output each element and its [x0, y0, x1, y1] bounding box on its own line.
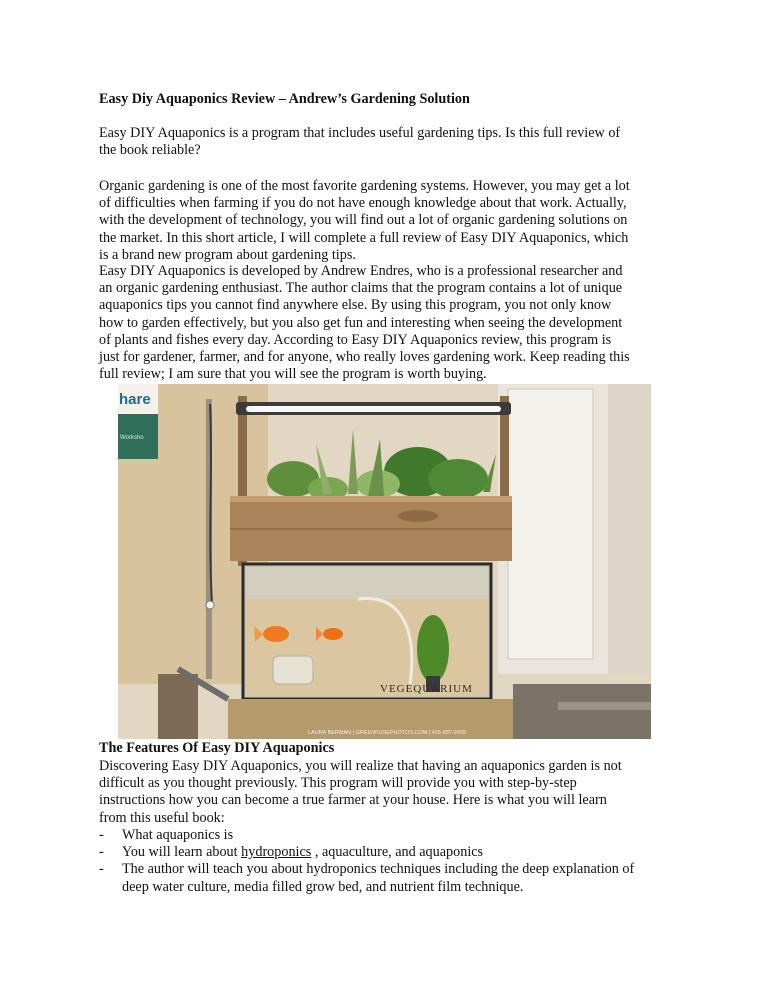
- list-item-text: The author will teach you about hydroponics techniques including the deep explanation of: [122, 861, 635, 878]
- text-line: just for gardener, farmer, and for anyone, who really loves gardening work. Keep reading this: [99, 349, 630, 366]
- text-line: from this useful book:: [99, 809, 225, 826]
- sign-text: hare: [119, 391, 151, 408]
- text-line: the market. In this short article, I will complete a full review of Easy DIY Aquaponics, which: [99, 229, 629, 246]
- text-line: is a brand new program about gardening tips.: [99, 246, 356, 263]
- bullet-marker: -: [99, 844, 104, 861]
- bullet-marker: -: [99, 861, 104, 878]
- text-line: Organic gardening is one of the most favorite gardening systems. However, you may get a lot: [99, 178, 630, 194]
- aquaponics-photo: [118, 384, 651, 739]
- text-line: difficult as you thought previously. This program will provide you with step-by-step: [99, 775, 577, 792]
- list-item-text: deep water culture, media filled grow bed, and nutrient film technique.: [122, 878, 524, 895]
- text-line: with the development of technology, you will find out a lot of organic gardening solutions on: [99, 212, 628, 229]
- hydroponics-link[interactable]: hydroponics: [241, 844, 312, 861]
- photo-watermark: VEGEQUARIUM: [380, 683, 473, 695]
- text-line: instructions how you can become a true farmer at your house. Here is what you will learn: [99, 792, 607, 809]
- organic-gardening-paragraph: [99, 178, 674, 264]
- list-item: [99, 861, 699, 895]
- list-item: [99, 827, 699, 844]
- page-title: Easy Diy Aquaponics Review – Andrew’s Gardening Solution: [99, 91, 470, 107]
- text-line: an organic gardening enthusiast. The author claims that the program contains a lot of unique: [99, 280, 623, 297]
- list-item-text: What aquaponics is: [122, 827, 234, 843]
- text-line: the book reliable?: [99, 142, 201, 159]
- list-item: [99, 844, 699, 861]
- text-line: Discovering Easy DIY Aquaponics, you will realize that having an aquaponics garden is not: [99, 758, 622, 774]
- text-line: full review; I am sure that you will see the program is worth buying.: [99, 366, 487, 383]
- list-item-text: [122, 844, 699, 861]
- text-line: Easy DIY Aquaponics is a program that includes useful gardening tips. Is this full review of: [99, 125, 621, 141]
- text-line: of difficulties when farming if you do not have enough knowledge about that work. Actually,: [99, 195, 627, 212]
- author-paragraph: [99, 263, 674, 383]
- text-line: aquaponics tips you cannot find anywhere else. By using this program, you not only know: [99, 297, 612, 314]
- list-item-text-post: , aquaculture, and aquaponics: [311, 844, 484, 861]
- sign-subtext: Worksho: [120, 435, 144, 441]
- features-list: [99, 827, 699, 896]
- features-heading: The Features Of Easy DIY Aquaponics: [99, 740, 335, 756]
- list-item-text-pre: You will learn about: [122, 844, 242, 861]
- features-paragraph: [99, 758, 674, 827]
- text-line: of plants and fishes every day. According to Easy DIY Aquaponics review, this program is: [99, 331, 612, 348]
- bullet-marker: -: [99, 827, 104, 843]
- text-line: Easy DIY Aquaponics is developed by Andrew Endres, who is a professional researcher and: [99, 263, 623, 279]
- text-line: how to garden effectively, but you also get fun and interesting when seeing the development: [99, 314, 623, 331]
- intro-paragraph: [99, 125, 674, 159]
- photo-credit: LAURA BERMAN | GREENFUSEPHOTOS.COM | 416-887-2655: [308, 730, 467, 736]
